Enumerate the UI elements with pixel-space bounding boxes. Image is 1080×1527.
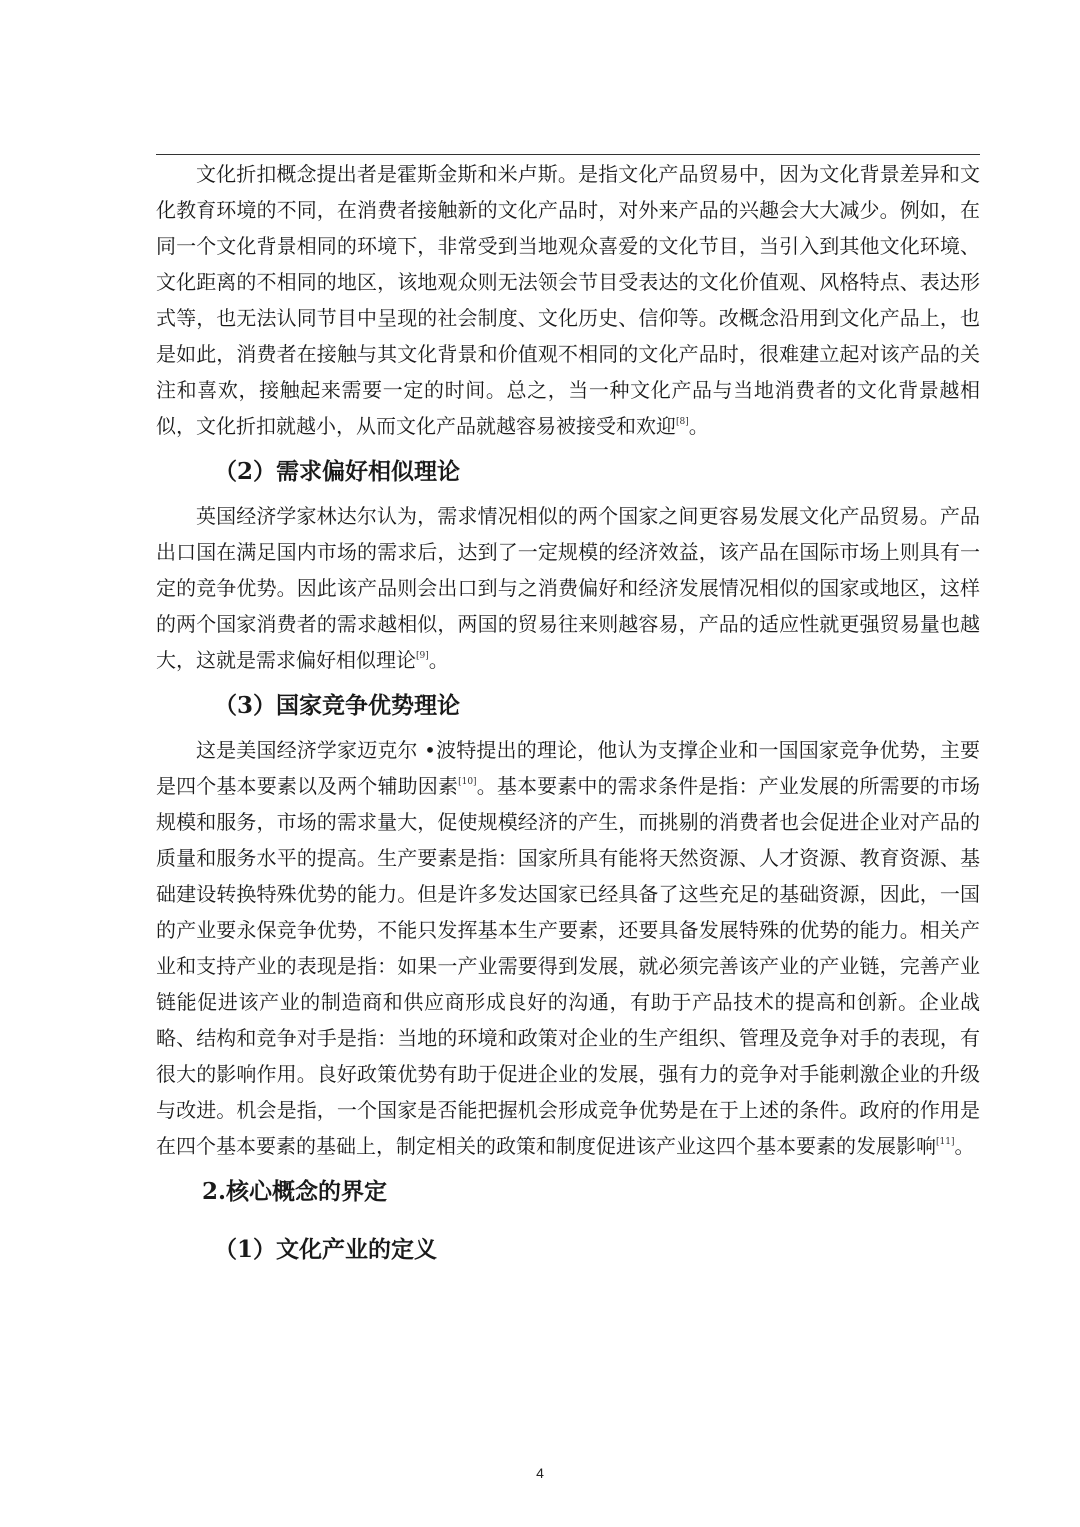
header-rule — [156, 154, 980, 155]
section-heading-competitive-advantage: （3）国家竞争优势理论 — [214, 692, 461, 719]
citation-ref: [11] — [936, 1137, 955, 1147]
section-heading-culture-industry-definition: （1）文化产业的定义 — [214, 1236, 438, 1263]
section-heading-core-concepts: 2.核心概念的界定 — [202, 1178, 388, 1205]
paragraph-end: 。 — [428, 648, 449, 672]
section-heading-demand-preference: （2）需求偏好相似理论 — [214, 458, 461, 485]
citation-ref: [9] — [416, 651, 429, 661]
paragraph-demand-preference — [156, 498, 980, 678]
paragraph-end: 。 — [954, 1134, 975, 1158]
paragraph-text: 。基本要素中的需求条件是指：产业发展的所需要的市场规模和服务，市场的需求量大，促使规模经济的产生，而挑剔的消费者也会促进企业对产品的质量和服务水平的提高。生产要素是指：国家所具有能将天然资源、人才资源、教育资源、基础建设转换特殊优势的能力。但是许多发达国家已经具备了这些充足的基础资源，因此，一国的产业要永保竞争优势，不能只发挥基本生产要素，还要具备发展特殊的优势的能力。相关产业和支持产业的表现是指：如果一产业需要得到发展，就必须完善该产业的产业链，完善产业链能促进该产业的制造商和供应商形成良好的沟通，有助于产品技术的提高和创新。企业战略、结构和竞争对手是指：当地的环境和政策对企业的生产组织、管理及竞争对手的表现，有很大的影响作用。良好政策优势有助于促进企业的发展，强有力的竞争对手能刺激企业的升级与改进。机会是指，一个国家是否能把握机会形成竞争优势是在于上述的条件。政府的作用是在四个基本要素的基础上，制定相关的政策和制度促进该产业这四个基本要素的发展影响 — [156, 774, 981, 1158]
paragraph-text: 英国经济学家林达尔认为，需求情况相似的两个国家之间更容易发展文化产品贸易。产品出口国在满足国内市场的需求后，达到了一定规模的经济效益，该产品在国际市场上则具有一定的竞争优势。因此该产品则会出口到与之消费偏好和经济发展情况相似的国家或地区，这样的两个国家消费者的需求越相似，两国的贸易往来则越容易，产品的适应性就更强贸易量也越大，这就是需求偏好相似理论 — [156, 504, 980, 672]
page-body — [156, 156, 980, 1268]
citation-ref: [10] — [458, 777, 477, 787]
paragraph-text: 文化折扣概念提出者是霍斯金斯和米卢斯。是指文化产品贸易中，因为文化背景差异和文化教育环境的不同，在消费者接触新的文化产品时，对外来产品的兴趣会大大减少。例如，在同一个文化背景相同的环境下，非常受到当地观众喜爱的文化节目，当引入到其他文化环境、文化距离的不相同的地区，该地观众则无法领会节目受表达的文化价值观、风格特点、表达形式等，也无法认同节目中呈现的社会制度、文化历史、信仰等。改概念沿用到文化产品上，也是如此，消费者在接触与其文化背景和价值观不相同的文化产品时，很难建立起对该产品的关注和喜欢，接触起来需要一定的时间。总之，当一种文化产品与当地消费者的文化背景越相似，文化折扣就越小，从而文化产品就越容易被接受和欢迎 — [156, 162, 980, 438]
page-number: 4 — [536, 1465, 544, 1481]
paragraph-text: 这是美国经济学家迈克尔 •波特提出的理论，他认为支撑企业和一国国家竞争优势，主要是四个基本要素以及两个辅助因素 — [156, 738, 980, 798]
citation-ref: [8] — [676, 417, 689, 427]
paragraph-cultural-discount — [156, 156, 980, 444]
paragraph-competitive-advantage — [156, 732, 980, 1164]
paragraph-end: 。 — [688, 414, 709, 438]
